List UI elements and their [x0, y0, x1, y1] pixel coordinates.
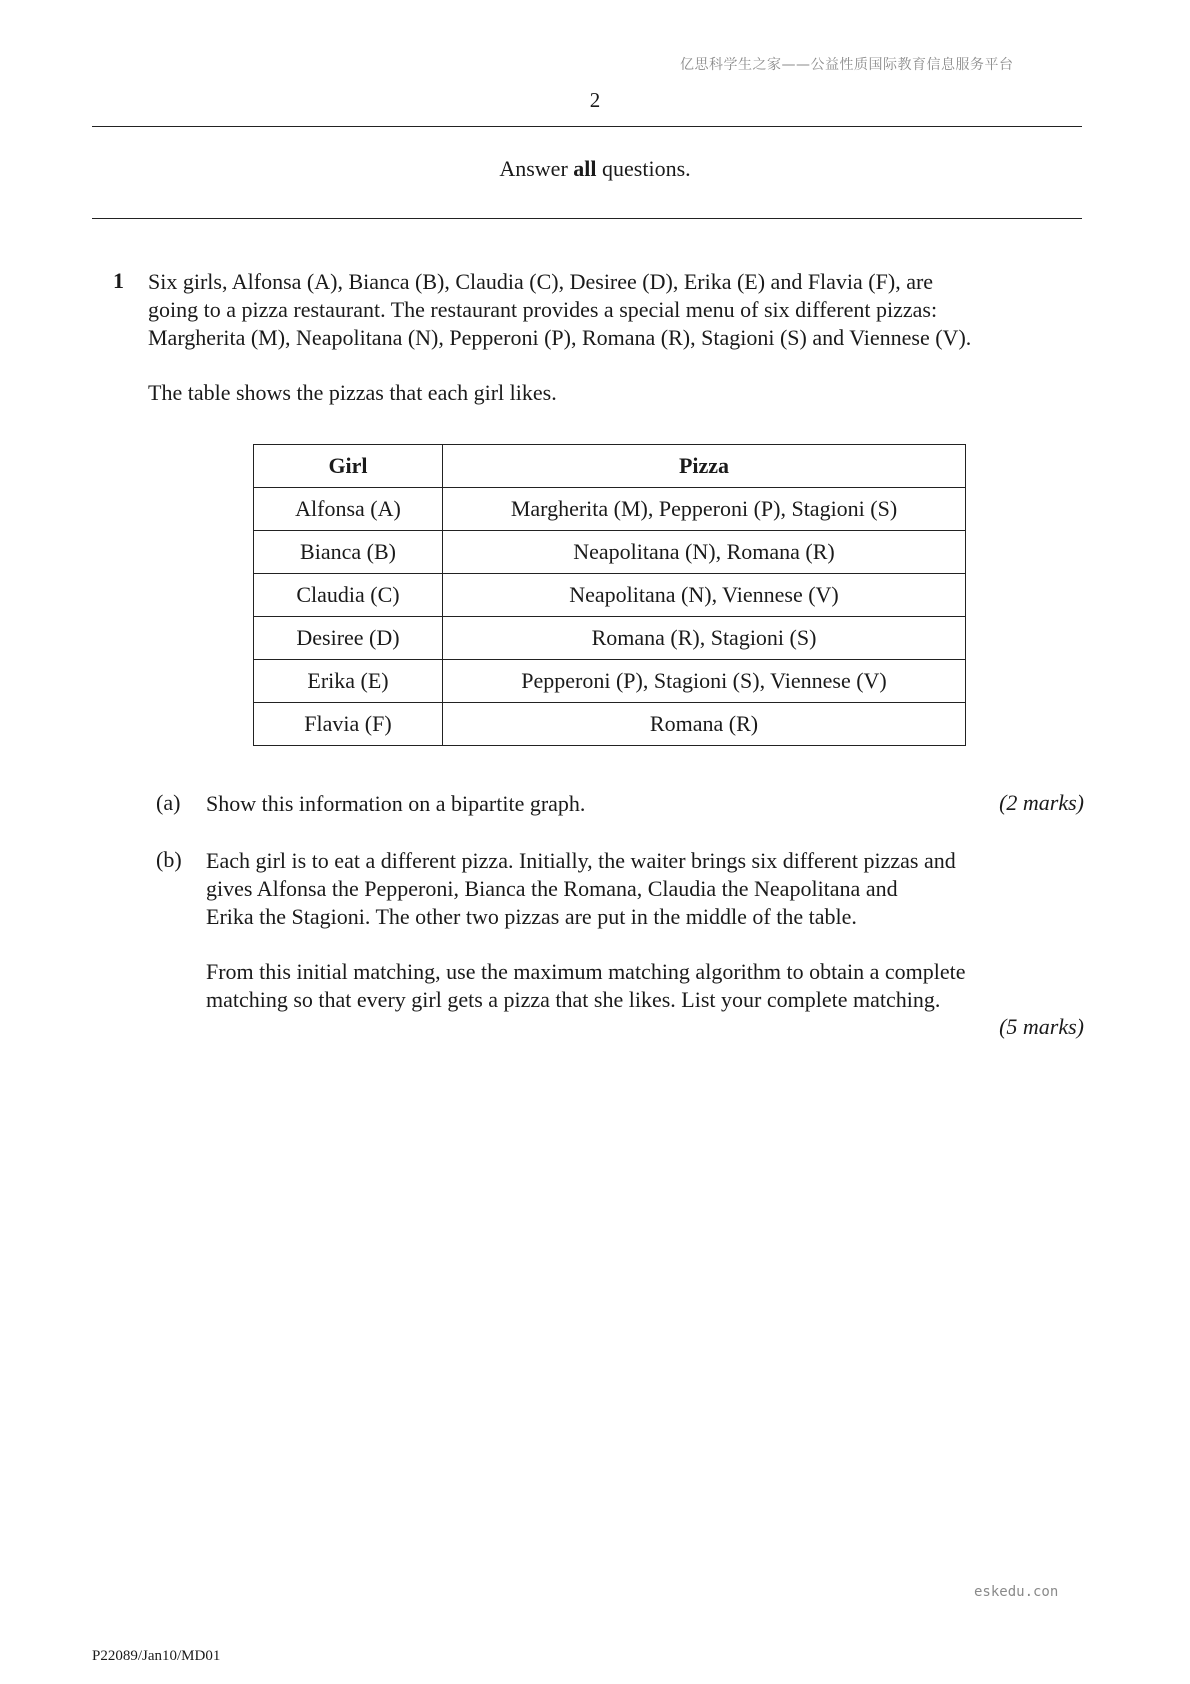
girl-cell: Bianca (B)	[254, 531, 443, 574]
part-b-label: (b)	[156, 847, 182, 872]
table-header-row	[254, 445, 966, 488]
instruction-suffix: questions.	[596, 156, 691, 181]
pizza-cell: Neapolitana (N), Romana (R)	[443, 531, 966, 574]
instruction-prefix: Answer	[499, 156, 574, 181]
watermark-header: 亿思科学生之家——公益性质国际教育信息服务平台	[680, 57, 1014, 73]
question-line: going to a pizza restaurant. The restaurant provides a special menu of six different pizzas:	[148, 297, 938, 322]
table-row	[254, 660, 966, 703]
divider-top	[92, 126, 1082, 127]
pizza-cell: Pepperoni (P), Stagioni (S), Viennese (V)	[443, 660, 966, 703]
table-row	[254, 574, 966, 617]
question-number: 1	[113, 268, 124, 293]
girl-cell: Erika (E)	[254, 660, 443, 703]
part-b-line: Erika the Stagioni. The other two pizzas are put in the middle of the table.	[206, 904, 857, 929]
divider-bottom	[92, 218, 1082, 219]
girl-cell: Flavia (F)	[254, 703, 443, 746]
part-b-marks: (5 marks)	[999, 1014, 1084, 1039]
table-row	[254, 703, 966, 746]
table-row	[254, 531, 966, 574]
pizza-cell: Romana (R), Stagioni (S)	[443, 617, 966, 660]
girl-cell: Desiree (D)	[254, 617, 443, 660]
preferences-table	[253, 444, 966, 746]
table-intro: The table shows the pizzas that each girl likes.	[148, 380, 557, 405]
girl-cell: Claudia (C)	[254, 574, 443, 617]
part-b-line: Each girl is to eat a different pizza. Initially, the waiter brings six different pizzas and	[206, 848, 956, 873]
part-b-line: matching so that every girl gets a pizza that she likes. List your complete matching.	[206, 987, 941, 1012]
girl-cell: Alfonsa (A)	[254, 488, 443, 531]
pizza-cell: Romana (R)	[443, 703, 966, 746]
part-b-text	[206, 847, 1086, 931]
table-header-girl: Girl	[254, 445, 443, 488]
page-number: 2	[589, 88, 601, 112]
part-b-line: From this initial matching, use the maximum matching algorithm to obtain a complete	[206, 959, 966, 984]
question-line: Six girls, Alfonsa (A), Bianca (B), Claudia (C), Desiree (D), Erika (E) and Flavia (F), are	[148, 269, 934, 294]
instruction-bold: all	[573, 156, 597, 181]
table-header-pizza: Pizza	[443, 445, 966, 488]
question-line: Margherita (M), Neapolitana (N), Pepperoni (P), Romana (R), Stagioni (S) and Viennese (V).	[148, 325, 972, 350]
table-row	[254, 617, 966, 660]
watermark-footer: eskedu.con	[974, 1584, 1059, 1600]
paper-code: P22089/Jan10/MD01	[92, 1648, 221, 1664]
part-b-line: gives Alfonsa the Pepperoni, Bianca the Romana, Claudia the Neapolitana and	[206, 876, 898, 901]
table-row	[254, 488, 966, 531]
part-b-instructions	[206, 958, 1086, 1014]
part-a-marks: (2 marks)	[999, 790, 1084, 815]
pizza-cell: Margherita (M), Pepperoni (P), Stagioni (S)	[443, 488, 966, 531]
part-a-label: (a)	[156, 790, 181, 815]
part-a-text: Show this information on a bipartite graph.	[206, 791, 586, 816]
question-text	[148, 268, 1083, 352]
pizza-cell: Neapolitana (N), Viennese (V)	[443, 574, 966, 617]
instruction	[0, 156, 1190, 182]
